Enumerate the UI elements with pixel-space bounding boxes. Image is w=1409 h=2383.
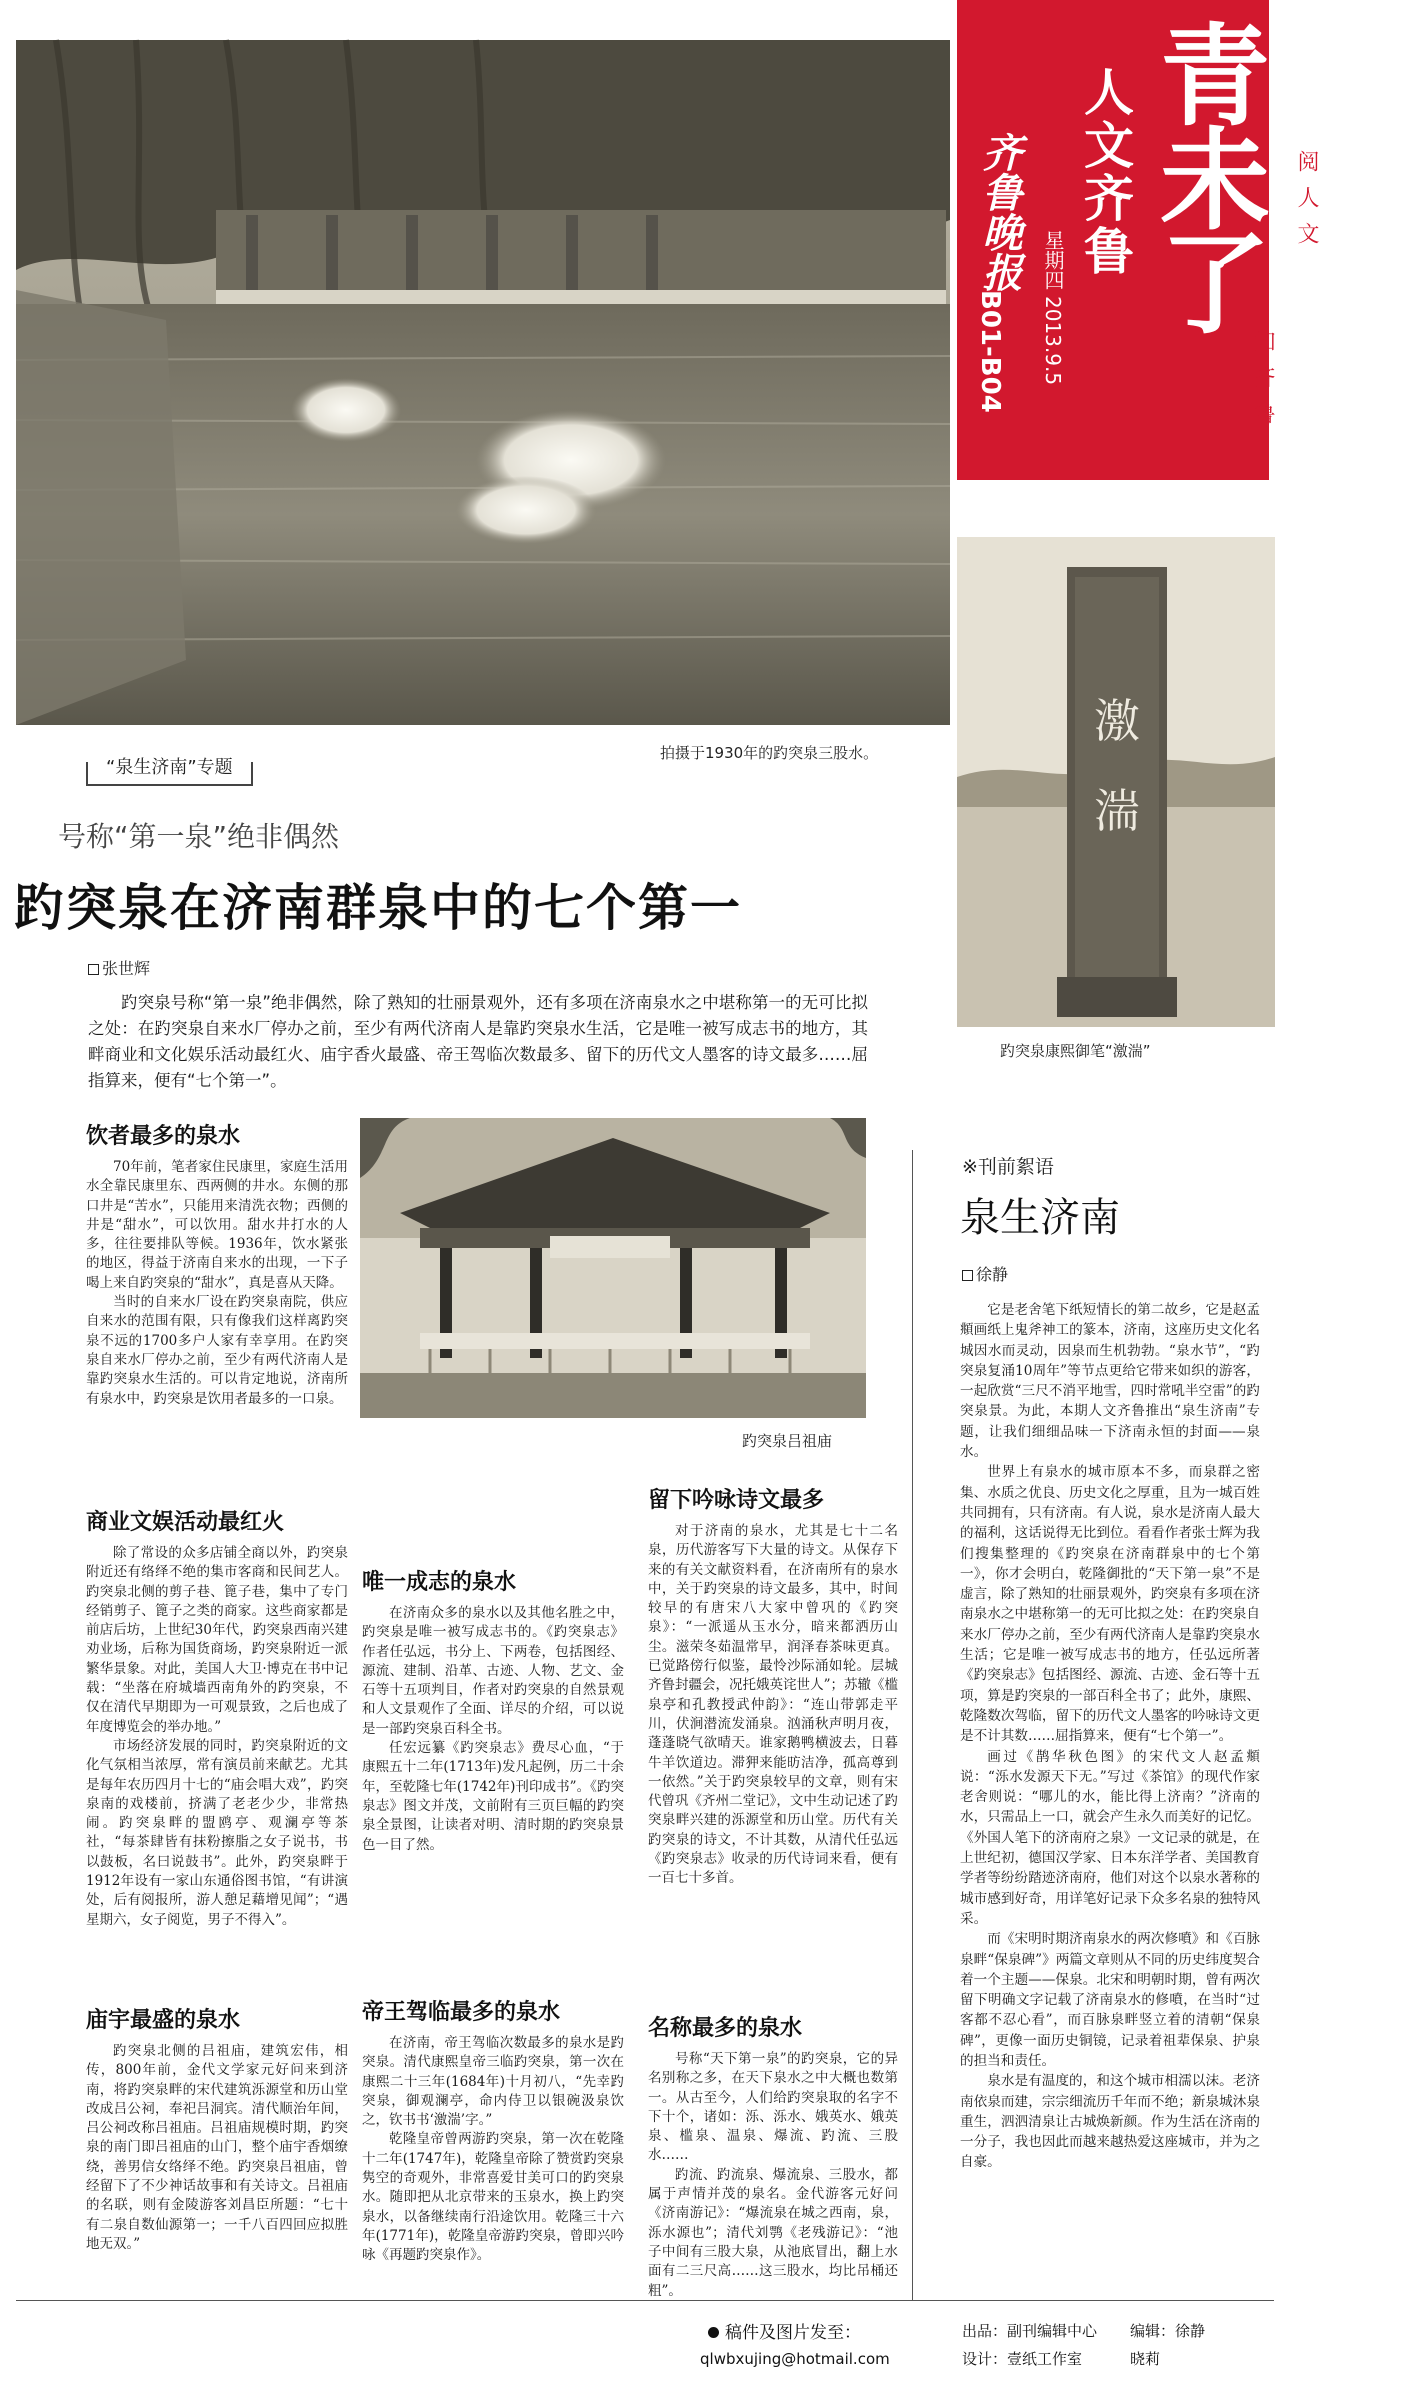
paragraph: 除了常设的众多店铺全商以外，趵突泉附近还有络绎不绝的集市客商和民间艺人。趵突泉北侧的剪子巷、篦子巷，集中了专门经销剪子、篦子之类的商家。这些商家都是前店后坊，上世纪30年代，趵突泉西南兴建劝业场，后称为国货商场，趵突泉附近一派繁华景象。对此，美国人大卫·博克在书中记载：“坐落在府城墙西南角外的趵突泉，不仅在清代早期即为一可观景致，之后也成了年度博览会的举办地。” bbox=[86, 1545, 348, 1735]
masthead-date-value: 2013.9.5 bbox=[1041, 296, 1065, 386]
paragraph: 70年前，笔者家住民康里，家庭生活用水全靠民康里东、西两侧的井水。东侧的那口井是“苦水”，只能用来清洗衣物；西侧的井是“甜水”，可以饮用。甜水井打水的人多，往往要排队等候。1936年，饮水紧张的地区，得益于济南自来水的出现，一下子喝上来自趵突泉的“甜水”，真是喜从天降。 bbox=[86, 1159, 348, 1291]
paragraph: 画过《鹊华秋色图》的宋代文人赵孟頫说：“泺水发源天下无。”写过《茶馆》的现代作家老舍则说：“哪儿的水，能比得上济南？”济南的水，只需品上一口，就会产生永久而美好的记忆。《外国人笔下的济南府之泉》一文记录的就是，在上世纪初，德国汉学家、日本东洋学者、美国教育学者等纷纷踏迹济南府，他们对这个以泉水著称的城市感到好奇，用详笔好记录下众多名泉的独特风采。 bbox=[960, 1748, 1260, 1927]
article-author: 张世辉 bbox=[102, 959, 151, 978]
masthead-title: 青未了 bbox=[1142, 18, 1270, 330]
section-body-commerce bbox=[86, 1544, 348, 1992]
photo-spring-1930 bbox=[16, 40, 950, 725]
section-body-temple bbox=[86, 2042, 348, 2282]
photo-top-caption: 拍摄于1930年的趵突泉三股水。 bbox=[660, 744, 879, 762]
section-body-poetry bbox=[648, 1522, 898, 2002]
paragraph: 而《宋明时期济南泉水的两次修噴》和《百脉泉畔“保泉碑”》两篇文章则从不同的历史纬度契合着一个主题——保泉。北宋和明朝时期，曾有两次留下明确文字记载了济南泉水的修噴，在当时“过客都不忍心看”，而百脉泉畔竖立着的清朝“保泉碑”，更像一面历史铜镜，记录着祖辈保泉、护泉的担当和责任。 bbox=[960, 1931, 1260, 2069]
photo-temple bbox=[360, 1118, 866, 1418]
paragraph: 趵突泉北侧的吕祖庙，建筑宏伟，相传，800年前，金代文学家元好问来到济南，将趵突泉畔的宋代建筑泺源堂和历山堂改成吕公祠，奉祀吕洞宾。清代顺治年间，吕公祠改称吕祖庙。吕祖庙规模时期，趵突泉的南门即吕祖庙的山门，整个庙宇香烟缭绕，善男信女络绎不绝。趵突泉吕祖庙，曾经留下了不少神话故事和有关诗文。吕祖庙的名联，则有金陵游客刘昌臣所题：“七十有二泉自数仙源第一；一千八百四回应拟胜地无双。” bbox=[86, 2043, 348, 2252]
column-body bbox=[960, 1300, 1260, 2285]
section-heading-poetry: 留下吟咏诗文最多 bbox=[648, 1488, 825, 1513]
paragraph: 乾隆皇帝曾两游趵突泉，第一次在乾隆十二年(1747年)，乾隆皇帝除了赞赏趵突泉隽空的奇观外，非常喜爱甘美可口的趵突泉水。随即把从北京带来的玉泉水，换上趵突泉水，以备继续南行沿途饮用。乾隆三十六年(1771年)，乾隆皇帝游趵突泉，曾即兴吟咏《再题趵突泉作》。 bbox=[362, 2131, 624, 2264]
photo-temple-caption: 趵突泉吕祖庙 bbox=[742, 1432, 833, 1450]
section-heading-temple: 庙宇最盛的泉水 bbox=[86, 2008, 241, 2033]
column-divider bbox=[912, 1150, 913, 2300]
section-heading-commerce: 商业文娱活动最红火 bbox=[86, 1510, 285, 1535]
photo-stele-caption: 趵突泉康熙御笔“激湍” bbox=[1000, 1042, 1151, 1060]
article-lead: 趵突泉号称“第一泉”绝非偶然，除了熟知的壮丽景观外，还有多项在济南泉水之中堪称第一的无可比拟之处：在趵突泉自来水厂停办之前，至少有两代济南人是靠趵突泉水生活，它是唯一被写成志书的地方，其畔商业和文化娱乐活动最红火、庙宇香火最盛、帝王驾临次数最多、留下的历代文人墨客的诗文最多……屈指算来，便有“七个第一”。 bbox=[88, 993, 868, 1090]
masthead-weekday: 星期四 bbox=[1041, 230, 1065, 290]
footer-email[interactable]: qlwbxujing@hotmail.com bbox=[700, 2350, 890, 2368]
paragraph: 泉水是有温度的，和这个城市相濡以沫。老济南依泉而建，宗宗细流历千年而不绝；新泉城沐泉重生，泗泗清泉让古城焕新颜。作为生活在济南的一分子，我也因此而越来越热爱这座城市，并为之自豪。 bbox=[960, 2073, 1260, 2171]
bullet-icon bbox=[708, 2327, 719, 2338]
stele-char-1: 激 bbox=[1094, 694, 1140, 748]
footer-designer: 设计：壹纸工作室 bbox=[962, 2350, 1083, 2368]
slogan-know-qilu: 知齐鲁 bbox=[1250, 330, 1275, 438]
masthead bbox=[957, 0, 1269, 480]
footer-submit bbox=[708, 2318, 861, 2343]
section-heading-drinkers: 饮者最多的泉水 bbox=[86, 1124, 241, 1149]
footer-producer: 出品：副刊编辑中心 bbox=[962, 2322, 1098, 2340]
paragraph: 世界上有泉水的城市原本不多，而泉群之密集、水质之优良、历史文化之厚重，且为一城百姓共同拥有，只有济南。有人说，泉水是济南人最大的福利，这话说得无比到位。看看作者张士辉为我们搜集整理的《趵突泉在济南群泉中的七个第一》，你才会明白，乾隆御批的“天下第一泉”不是虚言，除了熟知的壮丽景观外，趵突泉有多项在济南泉水之中堪称第一的无可比拟之处：在趵突泉自来水厂停办之前，至少有两代济南人是靠趵突泉水生活；它是唯一被写成志书的地方，任弘远所著《趵突泉志》包括图经、源流、古迹、金石等十五项，算是趵突泉的一部百科全书了；此外，康熙、乾隆数次驾临，留下的历代文人墨客的吟咏诗文更是不计其数……屈指算来，便有“七个第一”。 bbox=[960, 1464, 1260, 1745]
section-body-emperors bbox=[362, 2034, 624, 2284]
slogan-read-culture: 阅人文 bbox=[1294, 150, 1319, 258]
paragraph: 任宏远纂《趵突泉志》费尽心血，“于康熙五十二年(1713年)发凡起例，历二十余年，至乾隆七年(1742年)刊印成书”。《趵突泉志》图文并茂，文前附有三页巨幅的趵突泉全景图，让读者对明、清时期的趵突泉景色一目了然。 bbox=[362, 1740, 624, 1853]
section-body-drinkers bbox=[86, 1158, 348, 1468]
paragraph: 当时的自来水厂设在趵突泉南院，供应自来水的范围有限，只有像我们这样离趵突泉不远的1700多户人家有幸享用。在趵突泉自来水厂停办之前，至少有两代济南人是靠趵突泉水生活的。可以肯定地说，济南所有泉水中，趵突泉是饮用者最多的一口泉。 bbox=[86, 1294, 348, 1407]
page-range: B01-B04 bbox=[975, 290, 1005, 413]
paragraph: 趵流、趵流泉、爆流泉、三股水，都属于声情并茂的泉名。金代游客元好问《济南游记》：“爆流泉在城之西南，泉，泺水源也”；清代刘鹗《老残游记》：“池子中间有三股大泉，从池底冒出，翻上水面有二三尺高……这三股水，均比吊桶还粗”。 bbox=[648, 2166, 898, 2299]
footer-designer-name: 晓莉 bbox=[1130, 2350, 1161, 2368]
photo-stele bbox=[957, 537, 1275, 1027]
masthead-date bbox=[1039, 230, 1068, 385]
column-tag: ※刊前絮语 bbox=[962, 1156, 1054, 1178]
masthead-section: 人文齐鲁 bbox=[1076, 66, 1134, 278]
paragraph: 对于济南的泉水，尤其是七十二名泉，历代游客写下大量的诗文。从保存下来的有关文献资料看，在济南所有的泉水中，关于趵突泉的诗文最多，其中，时间较早的有唐宋八大家中曾巩的《趵突泉》：“一派遥从玉水分，暗来都洒历山尘。滋荣冬茹温常早，润泽春茶味更真。已觉路傍行似鉴，最怜沙际涌如轮。层城齐鲁封疆会，况托娥英诧世人”；苏辙《槛泉亭和孔教授武仲韵》：“连山带郭走平川，伏涧潜流发涌泉。汹涌秋声明月夜，蓬蓬晓气欲晴天。谁家鹅鸭横波去，日暮牛羊饮道边。滞狎来能昉洁净，孤高尊到一依然。”关于趵突泉较早的文章，则有宋代曾巩《齐州二堂记》，文中生动记述了趵突泉畔兴建的泺源堂和历山堂。历代有关趵突泉的诗文，不计其数，从清代任弘远《趵突泉志》收录的历代诗词来看，便有一百七十多首。 bbox=[648, 1523, 898, 1887]
paragraph: 在济南众多的泉水以及其他名胜之中，趵突泉是唯一被写成志书的。《趵突泉志》作者任弘远，书分上、下两卷，包括图经、源流、建制、沿革、古迹、人物、艺文、金石等十五项判目，作者对趵突泉的自然景观和人文景观作了全面、详尽的介绍，可以说是一部趵突泉百科全书。 bbox=[362, 1605, 624, 1737]
paper-logo: 齐鲁晚报 bbox=[976, 132, 1023, 292]
paragraph: 在济南，帝王驾临次数最多的泉水是趵突泉。清代康熙皇帝三临趵突泉，第一次在康熙二十三年(1684年)十月初八，“先幸趵突泉，御观澜亭，命内侍卫以银碗汲泉饮之，钦书书‘激湍’字。” bbox=[362, 2035, 624, 2129]
section-body-names bbox=[648, 2050, 898, 2299]
footer-submit-label: 稿件及图片发至： bbox=[725, 2323, 861, 2343]
column-byline bbox=[962, 1262, 1008, 1285]
paragraph: 市场经济发展的同时，趵突泉附近的文化气氛相当浓厚，常有演员前来献艺。尤其是每年农历四月十七的“庙会唱大戏”，趵突泉南的戏楼前，挤满了老老少少，非常热闹。趵突泉畔的盟鸥亭、观澜亭等茶社，“每茶肆皆有抹粉擦脂之女子说书，书以鼓板，名曰说鼓书”。此外，趵突泉畔于1912年设有一家山东通俗图书馆，“有讲演处，后有阅报所，游人憩足藉增见闻”；“遇星期六，女子阅览，男子不得入”。 bbox=[86, 1737, 348, 1928]
paragraph: 它是老舍笔下纸短情长的第二故乡，它是赵孟頫画纸上鬼斧神工的篆本，济南，这座历史文化名城因水而灵动，因泉而生机勃勃。“泉水节”，“趵突泉复涌10周年”等节点更给它带来如织的游客，一起欣赏“三尺不消平地雪，四时常吼半空雷”的趵突泉景。为此，本期人文齐鲁推出“泉生济南”专题，让我们细细品味一下济南永恒的封面——泉水。 bbox=[960, 1302, 1260, 1461]
article-headline: 趵突泉在济南群泉中的七个第一 bbox=[14, 879, 742, 937]
section-body-chronicle bbox=[362, 1604, 624, 1984]
section-heading-emperors: 帝王驾临最多的泉水 bbox=[362, 2000, 561, 2025]
section-heading-names: 名称最多的泉水 bbox=[648, 2016, 803, 2041]
article-byline bbox=[88, 956, 150, 979]
stele-char-2: 湍 bbox=[1094, 784, 1140, 838]
footer-editor: 编辑：徐静 bbox=[1130, 2322, 1206, 2340]
column-author: 徐静 bbox=[976, 1265, 1009, 1284]
column-title: 泉生济南 bbox=[960, 1195, 1120, 1241]
paragraph: 号称“天下第一泉”的趵突泉，它的异名别称之多，在天下泉水之中大概也数第一。从古至今，人们给趵突泉取的名字不下十个，诸如：泺、泺水、娥英水、娥英泉、槛泉、温泉、爆流、趵流、三股水…… bbox=[648, 2051, 898, 2164]
footer-rule bbox=[16, 2300, 1274, 2301]
topic-tag: “泉生济南”专题 bbox=[86, 752, 253, 786]
section-heading-chronicle: 唯一成志的泉水 bbox=[362, 1570, 517, 1595]
byline-marker bbox=[88, 964, 99, 975]
article-kicker: 号称“第一泉”绝非偶然 bbox=[58, 820, 340, 853]
byline-marker bbox=[962, 1270, 973, 1281]
